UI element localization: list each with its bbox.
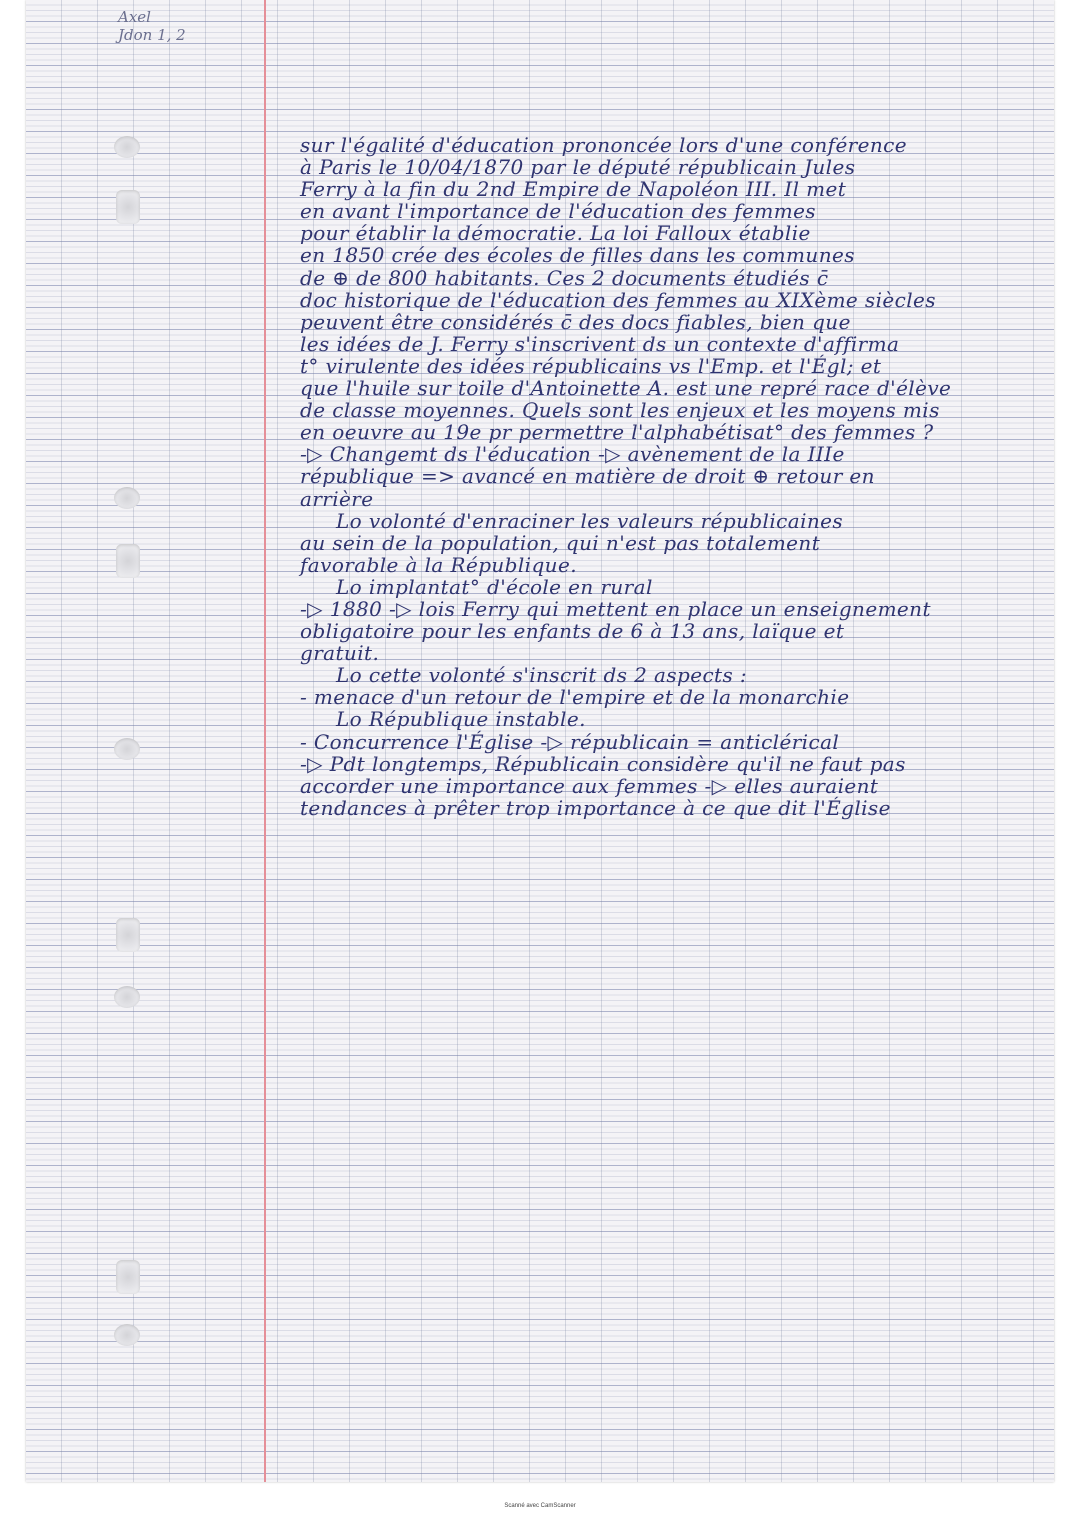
- text-line: sur l'égalité d'éducation prononcée lors d'une conférence: [300, 133, 907, 157]
- text-line: de classe moyennes. Quels sont les enjeux et les moyens mis: [300, 398, 940, 423]
- notebook-page: [26, 0, 1054, 1482]
- text-line: doc historique de l'éducation des femmes au XIXème siècles: [300, 287, 936, 312]
- text-line: peuvent être considérés c̄ des docs fiables, bien que: [300, 309, 851, 334]
- text-line: les idées de J. Ferry s'inscrivent ds un contexte d'affirma: [300, 331, 900, 356]
- margin-line: [264, 0, 266, 1482]
- text-line: favorable à la République.: [300, 552, 577, 577]
- binder-hole: [116, 918, 140, 952]
- text-line: - menace d'un retour de l'empire et de la monarchie: [300, 685, 850, 710]
- author-note: Jdon 1, 2: [118, 26, 186, 44]
- text-line: Lo cette volonté s'inscrit ds 2 aspects :: [336, 663, 748, 688]
- binder-hole: [114, 986, 140, 1008]
- binder-hole: [114, 136, 140, 158]
- binder-hole: [114, 1324, 140, 1346]
- text-line: Lo volonté d'enraciner les valeurs républicaines: [336, 508, 844, 533]
- text-line: à Paris le 10/04/1870 par le député républicain Jules: [300, 155, 856, 180]
- text-line: -▷ Pdt longtemps, Républicain considère qu'il ne faut pas: [300, 751, 906, 776]
- text-line: Ferry à la fin du 2nd Empire de Napoléon III. Il met: [300, 177, 847, 202]
- handwritten-text: [270, 134, 1070, 819]
- text-line: - Concurrence l'Église -▷ républicain = anticlérical: [300, 729, 840, 754]
- text-line: t° virulente des idées républicains vs l'Emp. et l'Égl; et: [300, 353, 882, 378]
- text-line: Lo implantat° d'école en rural: [336, 574, 653, 599]
- text-line: accorder une importance aux femmes -▷ elles auraient: [300, 773, 879, 798]
- text-line: arrière: [300, 486, 374, 511]
- text-line: Lo République instable.: [336, 707, 586, 732]
- binder-hole: [114, 738, 140, 760]
- scanner-watermark: Scanné avec CamScanner: [504, 1503, 576, 1509]
- binder-hole: [116, 544, 140, 578]
- text-line: au sein de la population, qui n'est pas totalement: [300, 530, 821, 555]
- text-line: en oeuvre au 19e pr permettre l'alphabétisat° des femmes ?: [300, 420, 934, 445]
- text-line: en avant l'importance de l'éducation des femmes: [300, 199, 816, 224]
- author-name: Axel: [118, 8, 151, 26]
- binder-hole: [116, 1260, 140, 1294]
- text-line: gratuit.: [300, 641, 380, 666]
- binder-hole: [116, 190, 140, 224]
- text-line: en 1850 crée des écoles de filles dans les communes: [300, 243, 855, 268]
- text-line: tendances à prêter trop importance à ce que dit l'Église: [300, 795, 891, 820]
- text-line: que l'huile sur toile d'Antoinette A. est une repré race d'élève: [300, 376, 952, 401]
- text-line: république => avancé en matière de droit ⊕ retour en: [300, 464, 875, 489]
- author-annotation: [118, 8, 186, 44]
- text-line: pour établir la démocratie. La loi Falloux établie: [300, 221, 811, 246]
- text-line: -▷ 1880 -▷ lois Ferry qui mettent en place un enseignement: [300, 596, 931, 621]
- text-line: de ⊕ de 800 habitants. Ces 2 documents étudiés c̄: [300, 265, 829, 290]
- binder-hole: [114, 487, 140, 509]
- text-line: -▷ Changemt ds l'éducation -▷ avènement de la IIIe: [300, 442, 845, 467]
- text-line: obligatoire pour les enfants de 6 à 13 ans, laïque et: [300, 619, 845, 644]
